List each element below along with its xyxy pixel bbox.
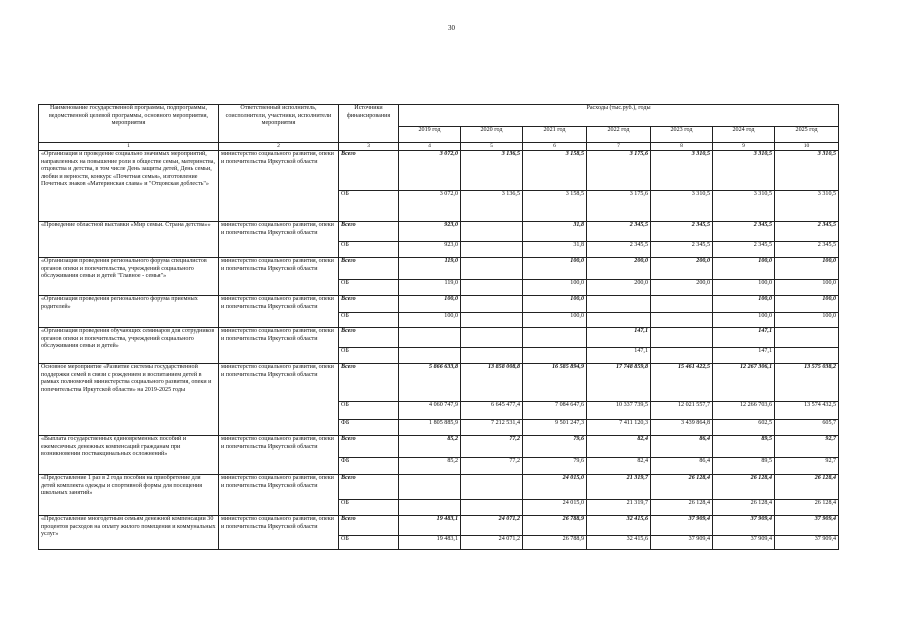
expense-value: 200,0: [587, 280, 651, 296]
expense-value: 100,0: [775, 313, 839, 328]
column-number: 5: [461, 143, 523, 151]
funding-source: ФБ: [339, 420, 399, 436]
expense-value: 24 015,0: [523, 475, 587, 500]
expense-value: 2 345,5: [713, 242, 775, 258]
expense-value: 7 411 120,3: [587, 420, 651, 436]
expense-value: 79,6: [523, 458, 587, 475]
expense-value: 37 909,4: [651, 536, 713, 550]
expense-value: 37 909,4: [651, 516, 713, 536]
table-row: [39, 436, 839, 458]
expense-value: 5 866 633,8: [399, 364, 461, 402]
expense-value: 77,2: [461, 436, 523, 458]
measure-name: «Проведение областной выставки «Мир семьи. Страна детства»»: [39, 222, 219, 258]
expense-value: 100,0: [713, 296, 775, 313]
expense-value: 3 310,5: [775, 151, 839, 191]
expense-value: 37 909,4: [713, 536, 775, 550]
expense-value: 3 310,5: [651, 151, 713, 191]
expense-value: 119,0: [399, 280, 461, 296]
expense-value: 32 415,6: [587, 516, 651, 536]
measure-name: «Выплата государственных единовременных пособий и ежемесячных денежных компенсаций гражданам при возникновении поствакцинальных осложнений»: [39, 436, 219, 475]
column-number: 3: [339, 143, 399, 151]
expense-value: 13 574 432,5: [775, 402, 839, 420]
executor: министерство социального развития, опеки и попечительства Иркутской области: [219, 296, 339, 328]
funding-source: Всего: [339, 364, 399, 402]
expense-value: 3 310,5: [651, 191, 713, 222]
funding-source: ОБ: [339, 348, 399, 364]
expense-value: 3 158,5: [523, 191, 587, 222]
funding-source: ОБ: [339, 280, 399, 296]
header-executor: Ответственный исполнитель, соисполнители, участники, исполнители мероприятия: [219, 105, 339, 143]
expense-value: 100,0: [713, 258, 775, 280]
expense-value: 82,4: [587, 458, 651, 475]
expense-value: 147,1: [713, 328, 775, 348]
funding-source: Всего: [339, 222, 399, 242]
expense-value: 200,0: [587, 258, 651, 280]
expense-value: [461, 348, 523, 364]
funding-source: ОБ: [339, 536, 399, 550]
expense-value: 26 128,4: [713, 475, 775, 500]
measure-name: «Организация проведения обучающих семинаров для сотрудников органов опеки и попечительства, учреждений социального обслуживания семьи и детей»: [39, 328, 219, 364]
column-number: 6: [523, 143, 587, 151]
table-row: [39, 222, 839, 242]
column-number: 1: [39, 143, 219, 151]
expense-value: 3 439 864,8: [651, 420, 713, 436]
expense-value: 100,0: [713, 280, 775, 296]
expense-value: [651, 328, 713, 348]
table-row: [39, 151, 839, 191]
expense-value: 2 345,5: [587, 222, 651, 242]
executor: министерство социального развития, опеки и попечительства Иркутской области: [219, 222, 339, 258]
expense-value: 21 319,7: [587, 475, 651, 500]
expense-value: 6 645 477,4: [461, 402, 523, 420]
expense-value: 100,0: [523, 296, 587, 313]
expense-value: 147,1: [713, 348, 775, 364]
column-number-row: [39, 143, 839, 151]
expense-value: 12 267 306,1: [713, 364, 775, 402]
expense-value: 89,5: [713, 458, 775, 475]
expense-value: [399, 500, 461, 516]
expense-value: 200,0: [651, 258, 713, 280]
executor: министерство социального развития, опеки и попечительства Иркутской области: [219, 436, 339, 475]
executor: министерство социального развития, опеки и попечительства Иркутской области: [219, 258, 339, 296]
executor: министерство социального развития, опеки и попечительства Иркутской области: [219, 364, 339, 436]
budget-table: [38, 104, 839, 550]
expense-value: [461, 258, 523, 280]
expense-value: [461, 500, 523, 516]
funding-source: ОБ: [339, 313, 399, 328]
column-number: 2: [219, 143, 339, 151]
expense-value: 100,0: [713, 313, 775, 328]
expense-value: [651, 348, 713, 364]
funding-source: Всего: [339, 258, 399, 280]
expense-value: [399, 328, 461, 348]
measure-name: «Организация и проведение социально значимых мероприятий, направленных на повышение роли в обществе семьи, материнства, отцовства и детства, в том числе День защиты детей, День семьи, любви и верности, конкурс «Почетная семья», изготовление Почетных знаков «Материнская слава» и "Отцовская доблесть"»: [39, 151, 219, 222]
executor: министерство социального развития, опеки и попечительства Иркутской области: [219, 328, 339, 364]
expense-value: 26 788,9: [523, 516, 587, 536]
expense-value: 31,8: [523, 242, 587, 258]
column-number: 10: [775, 143, 839, 151]
expense-value: 19 483,1: [399, 536, 461, 550]
expense-value: 3 310,5: [713, 191, 775, 222]
expense-value: [461, 280, 523, 296]
expense-value: 4 060 747,9: [399, 402, 461, 420]
column-number: 8: [651, 143, 713, 151]
funding-source: Всего: [339, 436, 399, 458]
expense-value: 85,2: [399, 458, 461, 475]
expense-value: 3 158,5: [523, 151, 587, 191]
expense-value: [651, 296, 713, 313]
table-row: [39, 364, 839, 402]
expense-value: 82,4: [587, 436, 651, 458]
measure-name: «Организация проведения регионального форума специалистов органов опеки и попечительства, учреждений социального обслуживания семьи и детей "Главное - семья"»: [39, 258, 219, 296]
header-name: Наименование государственной программы, подпрограммы, ведомственной целевой программы, основного мероприятия, мероприятия: [39, 105, 219, 143]
expense-value: 37 909,4: [775, 516, 839, 536]
expense-value: 13 858 008,8: [461, 364, 523, 402]
expense-value: 37 909,4: [775, 536, 839, 550]
expense-value: 147,1: [587, 328, 651, 348]
column-number: 9: [713, 143, 775, 151]
expense-value: 24 071,2: [461, 516, 523, 536]
expense-value: 100,0: [523, 280, 587, 296]
expense-value: 3 072,0: [399, 151, 461, 191]
header-year: 2021 год: [523, 127, 587, 143]
expense-value: 26 128,4: [651, 475, 713, 500]
expense-value: [461, 296, 523, 313]
expense-value: 605,7: [775, 420, 839, 436]
funding-source: Всего: [339, 328, 399, 348]
expense-value: 2 345,5: [775, 222, 839, 242]
expense-value: [775, 328, 839, 348]
column-number: 4: [399, 143, 461, 151]
funding-source: ФБ: [339, 458, 399, 475]
expense-value: [587, 313, 651, 328]
expense-value: 100,0: [399, 313, 461, 328]
table-row: [39, 328, 839, 348]
expense-value: 26 128,4: [775, 475, 839, 500]
expense-value: 24 071,2: [461, 536, 523, 550]
expense-value: 923,0: [399, 222, 461, 242]
funding-source: ОБ: [339, 191, 399, 222]
executor: министерство социального развития, опеки и попечительства Иркутской области: [219, 475, 339, 516]
measure-name: Основное мероприятие «Развитие системы государственной поддержки семей в связи с рождением и воспитанием детей в рамках полномочий министерства социального развития, опеки и попечительства Иркутской области» на 2019-2025 годы: [39, 364, 219, 436]
expense-value: 100,0: [523, 258, 587, 280]
expense-value: [461, 328, 523, 348]
funding-source: ОБ: [339, 402, 399, 420]
funding-source: Всего: [339, 516, 399, 536]
expense-value: 77,2: [461, 458, 523, 475]
measure-name: «Предоставление 1 раз в 2 года пособия на приобретение для детей комплекта одежды и спортивной формы для посещения школьных занятий»: [39, 475, 219, 516]
expense-value: [651, 313, 713, 328]
table-row: [39, 475, 839, 500]
expense-value: [399, 475, 461, 500]
expense-value: 2 345,5: [651, 222, 713, 242]
expense-value: 12 021 557,7: [651, 402, 713, 420]
expense-value: [399, 348, 461, 364]
expense-value: 26 788,9: [523, 536, 587, 550]
expense-value: 3 175,6: [587, 151, 651, 191]
measure-name: «Организация проведения регионального форума приемных родителей»: [39, 296, 219, 328]
header-year: 2024 год: [713, 127, 775, 143]
expense-value: [523, 328, 587, 348]
header-expenses: Расходы (тыс.руб.), годы: [399, 105, 839, 127]
table-row: [39, 258, 839, 280]
expense-value: 31,8: [523, 222, 587, 242]
expense-value: 3 175,6: [587, 191, 651, 222]
expense-value: 147,1: [587, 348, 651, 364]
header-year: 2020 год: [461, 127, 523, 143]
expense-value: [461, 222, 523, 242]
table-body: [39, 151, 839, 550]
header-year: 2023 год: [651, 127, 713, 143]
expense-value: [523, 348, 587, 364]
expense-value: 26 128,4: [651, 500, 713, 516]
expense-value: [461, 242, 523, 258]
expense-value: 37 909,4: [713, 516, 775, 536]
expense-value: 3 136,5: [461, 151, 523, 191]
table-row: [39, 296, 839, 313]
funding-source: Всего: [339, 296, 399, 313]
funding-source: ОБ: [339, 500, 399, 516]
expense-value: 100,0: [775, 280, 839, 296]
column-number: 7: [587, 143, 651, 151]
expense-value: 79,6: [523, 436, 587, 458]
expense-value: 17 748 859,8: [587, 364, 651, 402]
expense-value: 100,0: [523, 313, 587, 328]
expense-value: 7 084 647,6: [523, 402, 587, 420]
page-number: 30: [448, 24, 455, 32]
expense-value: 92,7: [775, 436, 839, 458]
funding-source: Всего: [339, 151, 399, 191]
expense-value: 3 310,5: [713, 151, 775, 191]
expense-value: 13 575 038,2: [775, 364, 839, 402]
expense-value: 7 212 531,4: [461, 420, 523, 436]
expense-value: 3 136,5: [461, 191, 523, 222]
expense-value: 100,0: [775, 258, 839, 280]
expense-value: 3 072,0: [399, 191, 461, 222]
expense-value: 2 345,5: [651, 242, 713, 258]
expense-value: 86,4: [651, 436, 713, 458]
expense-value: 119,0: [399, 258, 461, 280]
expense-value: 19 483,1: [399, 516, 461, 536]
header-year: 2025 год: [775, 127, 839, 143]
expense-value: 16 585 894,9: [523, 364, 587, 402]
expense-value: 2 345,5: [713, 222, 775, 242]
expense-value: 86,4: [651, 458, 713, 475]
expense-value: [775, 348, 839, 364]
expense-value: [461, 475, 523, 500]
expense-value: 3 310,5: [775, 191, 839, 222]
measure-name: «Предоставление многодетным семьям денежной компенсации 30 процентов расходов на оплату жилого помещения и коммунальных услуг»: [39, 516, 219, 550]
header-source: Источники финансирования: [339, 105, 399, 143]
expense-value: 21 319,7: [587, 500, 651, 516]
expense-value: 85,2: [399, 436, 461, 458]
funding-source: Всего: [339, 475, 399, 500]
expense-value: 2 345,5: [587, 242, 651, 258]
expense-value: 200,0: [651, 280, 713, 296]
expense-value: 9 501 247,3: [523, 420, 587, 436]
expense-value: 100,0: [775, 296, 839, 313]
expense-value: 2 345,5: [775, 242, 839, 258]
expense-value: 100,0: [399, 296, 461, 313]
executor: министерство социального развития, опеки и попечительства Иркутской области: [219, 151, 339, 222]
expense-value: [461, 313, 523, 328]
expense-value: 923,0: [399, 242, 461, 258]
executor: министерство социального развития, опеки и попечительства Иркутской области: [219, 516, 339, 550]
expense-value: 15 461 422,5: [651, 364, 713, 402]
expense-value: 10 337 739,5: [587, 402, 651, 420]
expense-value: 26 128,4: [775, 500, 839, 516]
expense-value: 32 415,6: [587, 536, 651, 550]
header-year: 2022 год: [587, 127, 651, 143]
expense-value: [587, 296, 651, 313]
expense-value: 89,5: [713, 436, 775, 458]
expense-value: 1 805 885,9: [399, 420, 461, 436]
expense-value: 26 128,4: [713, 500, 775, 516]
funding-source: ОБ: [339, 242, 399, 258]
expense-value: 12 266 703,6: [713, 402, 775, 420]
expense-value: 92,7: [775, 458, 839, 475]
header-year: 2019 год: [399, 127, 461, 143]
expense-value: 24 015,0: [523, 500, 587, 516]
table-row: [39, 516, 839, 536]
expense-value: 602,5: [713, 420, 775, 436]
